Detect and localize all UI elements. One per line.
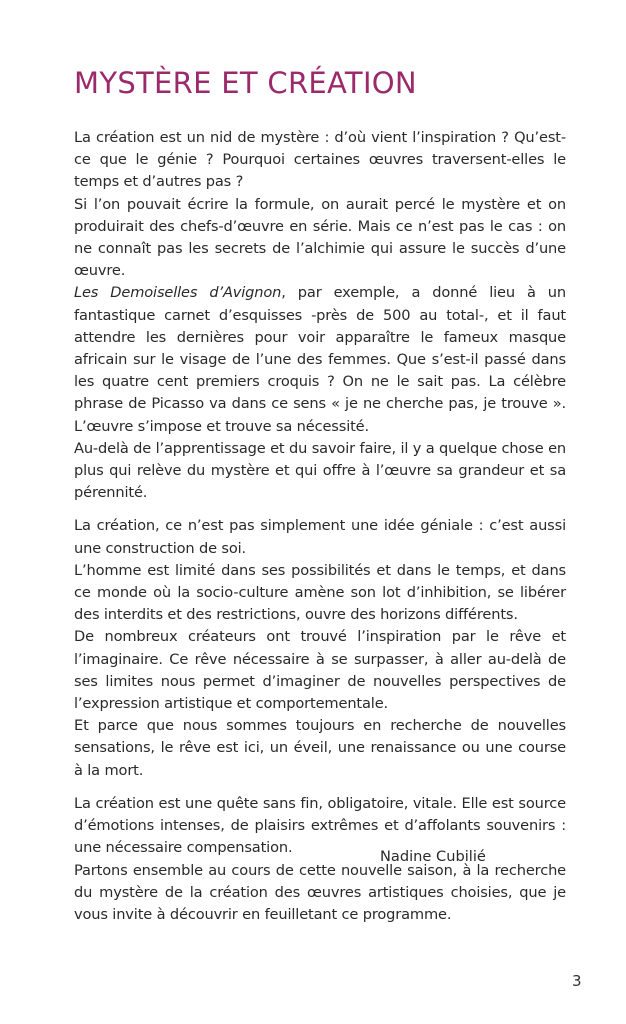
- page-number: 3: [572, 972, 582, 990]
- paragraph: Au-delà de l’apprentissage et du savoir faire, il y a quelque chose en plus qui relève du mystère et qui offre à l’œuvre sa grandeur et sa pérennité.: [74, 439, 566, 502]
- paragraph: La création, ce n’est pas simplement une idée géniale : c’est aussi une construction de soi.: [74, 517, 566, 557]
- paragraph-text: , par exemple, a donné lieu à un fantastique carnet d’esquisses -près de 500 au total-, et il faut attendre les dernières pour voir apparaître le fameux masque africain sur le visage de l’une des femmes. Que s’est-il passé dans les quatre cent premiers croquis ? On ne le sait pas. La célèbre phrase de Picasso va dans ce sens « je ne cherche pas, je trouve ». L’œuvre s’impose et trouve sa nécessité.: [74, 284, 566, 435]
- section-1: [74, 127, 566, 504]
- body-text: [74, 127, 566, 937]
- paragraph: Et parce que nous sommes toujours en recherche de nouvelles sensations, le rêve est ici, un éveil, une renaissance ou une course à la mort.: [74, 717, 566, 779]
- page-title: MYSTÈRE ET CRÉATION: [74, 66, 417, 100]
- artwork-title: Les Demoiselles d’Avignon: [74, 284, 282, 302]
- paragraph: Partons ensemble au cours de cette nouvelle saison, à la recherche du mystère de la création des œuvres artistiques choisies, que je vous invite à découvrir en feuilletant ce programme.: [74, 861, 566, 923]
- paragraph: Si l’on pouvait écrire la formule, on aurait percé le mystère et on produirait des chefs-d’œuvre en série. Mais ce n’est pas le cas : on ne connaît pas les secrets de l’alchimie qui assure le succès d’une œuvre.: [74, 195, 566, 280]
- paragraph: La création est une quête sans fin, obligatoire, vitale. Elle est source d’émotions intenses, de plaisirs extrêmes et d’affolants souvenirs : une nécessaire compensation.: [74, 794, 566, 857]
- paragraph: La création est un nid de mystère : d’où vient l’inspiration ? Qu’est-ce que le génie ? Pourquoi certaines œuvres traversent-elles le temps et d’autres pas ?: [74, 129, 566, 191]
- author-signature: Nadine Cubilié: [380, 848, 486, 865]
- section-2: [74, 515, 566, 781]
- paragraph: De nombreux créateurs ont trouvé l’inspiration par le rêve et l’imaginaire. Ce rêve nécessaire à se surpasser, à aller au-delà de ses limites nous permet d’imaginer de nouvelles perspectives de l’expression artistique et comportementale.: [74, 628, 566, 713]
- paragraph: L’homme est limité dans ses possibilités et dans le temps, et dans ce monde où la socio-culture amène son lot d’inhibition, se libérer des interdits et des restrictions, ouvre des horizons différents.: [74, 561, 566, 624]
- paragraph: [74, 282, 566, 437]
- section-3: [74, 793, 566, 926]
